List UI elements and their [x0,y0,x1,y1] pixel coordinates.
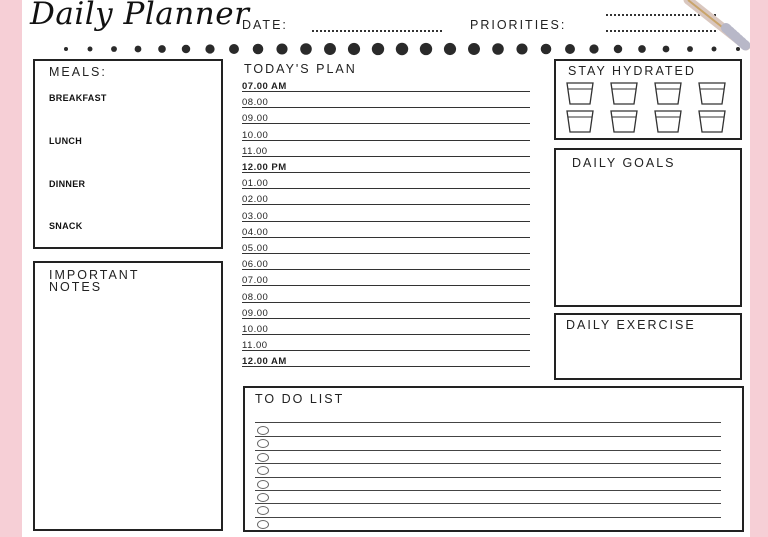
plan-hour-label: 07.00 AM [242,81,287,92]
plan-row-line [242,237,530,238]
divider-dot [348,43,360,55]
plan-row[interactable] [242,321,532,337]
plan-hour-label: 01.00 [242,178,269,190]
divider-dot [736,47,740,51]
water-glass-icon[interactable] [609,81,639,105]
divider-dot [663,46,670,53]
divider-dot [541,44,552,55]
plan-hour-label: 09.00 [242,113,269,125]
plan-row[interactable] [242,305,532,321]
todo-line [255,503,721,504]
meals-box [33,59,223,249]
meals-title: MEALS: [49,65,107,79]
plan-row[interactable] [242,208,532,224]
plan-row-line [242,366,530,367]
divider-dot [276,43,287,54]
plan-row-line [242,107,530,108]
plan-row-line [242,334,530,335]
todo-box [243,386,744,532]
plan-row[interactable] [242,256,532,272]
goals-title: DAILY GOALS [572,156,676,170]
plan-row[interactable] [242,224,532,240]
plan-row[interactable] [242,127,532,143]
date-field[interactable] [312,30,442,32]
plan-hour-label: 08.00 [242,291,269,303]
divider-dot [444,43,456,55]
plan-hour-label: 07.00 [242,275,269,287]
plan-hour-label: 08.00 [242,97,269,109]
divider-dot [205,44,214,53]
priorities-label: PRIORITIES: [470,18,567,32]
todo-checkbox[interactable] [257,426,269,435]
hydration-title: STAY HYDRATED [568,64,696,78]
divider-dot [468,43,480,55]
notes-title-line1: IMPORTANT [49,268,140,282]
meal-dinner: DINNER [49,179,86,189]
todo-checkbox[interactable] [257,520,269,529]
divider-dot [135,46,142,53]
todo-line [255,463,721,464]
plan-schedule [242,78,532,368]
water-glass-icon[interactable] [565,109,595,133]
water-glass-icon[interactable] [609,109,639,133]
water-glass-icon[interactable] [697,81,727,105]
plan-hour-label: 04.00 [242,226,269,238]
plan-row[interactable] [242,289,532,305]
divider-dot [300,43,312,55]
plan-row[interactable] [242,175,532,191]
divider-dot [88,47,93,52]
plan-row-line [242,221,530,222]
notes-title-line2: NOTES [49,280,103,294]
plan-row[interactable] [242,110,532,126]
divider-dot [324,43,336,55]
plan-hour-label: 05.00 [242,243,269,254]
todo-checkbox[interactable] [257,466,269,475]
plan-row[interactable] [242,272,532,288]
todo-checkbox[interactable] [257,493,269,502]
plan-hour-label: 10.00 [242,324,269,335]
plan-row[interactable] [242,191,532,207]
exercise-title: DAILY EXERCISE [566,318,696,332]
date-label: DATE: [242,18,288,32]
plan-hour-label: 06.00 [242,259,269,271]
divider-dot [687,46,693,52]
plan-row[interactable] [242,337,532,353]
divider-dot [372,43,384,55]
plan-row[interactable] [242,78,532,94]
plan-row[interactable] [242,143,532,159]
important-notes-box[interactable] [33,261,223,531]
plan-row[interactable] [242,240,532,256]
plan-row-line [242,156,530,157]
todo-line [255,517,721,518]
plan-hour-label: 11.00 [242,145,268,157]
divider-dot [589,44,598,53]
plan-row-line [242,140,530,141]
plan-row-line [242,172,530,173]
divider-dot [638,45,646,53]
meal-breakfast: BREAKFAST [49,93,107,103]
daily-goals-box[interactable] [554,148,742,307]
dot-divider [62,41,742,57]
divider-dot [253,44,264,55]
plan-hour-label: 03.00 [242,210,269,222]
divider-dot [712,47,717,52]
todo-checkbox[interactable] [257,439,269,448]
todo-checkbox[interactable] [257,453,269,462]
divider-dot [182,45,190,53]
plan-row-line [242,253,530,254]
plan-row[interactable] [242,159,532,175]
divider-dot [396,43,408,55]
planner-sheet [22,0,750,537]
plan-row[interactable] [242,94,532,110]
plan-hour-label: 09.00 [242,307,269,319]
meal-lunch: LUNCH [49,136,82,146]
divider-dot [158,45,166,53]
todo-checkbox[interactable] [257,480,269,489]
water-glass-icon[interactable] [565,81,595,105]
divider-dot [229,44,239,54]
divider-dot [565,44,575,54]
todo-checkbox[interactable] [257,506,269,515]
plan-title: TODAY'S PLAN [244,62,357,76]
todo-title: TO DO LIST [255,392,345,406]
divider-dot [64,47,68,51]
plan-hour-label: 11.00 [242,340,268,352]
plan-row-line [242,302,530,303]
plan-row[interactable] [242,353,532,369]
divider-dot [516,43,527,54]
plan-hour-label: 10.00 [242,129,269,141]
todo-line [255,450,721,451]
plan-hour-label: 12.00 PM [242,162,287,173]
page-title: Daily Planner [30,0,250,32]
plan-row-line [242,269,530,270]
plan-row-line [242,350,530,351]
plan-row-line [242,91,530,92]
divider-dot [492,43,504,55]
plan-row-line [242,318,530,319]
todo-line [255,490,721,491]
plan-row-line [242,204,530,205]
meal-snack: SNACK [49,221,83,231]
divider-dot [420,43,432,55]
plan-row-line [242,123,530,124]
water-glass-icon[interactable] [697,109,727,133]
water-glass-icon[interactable] [653,81,683,105]
plan-hour-label: 12.00 AM [242,356,287,368]
divider-dot [614,45,622,53]
water-glass-icon[interactable] [653,109,683,133]
daily-exercise-box[interactable] [554,313,742,380]
plan-row-line [242,285,530,286]
todo-line [255,436,721,437]
hydration-box [554,59,742,140]
plan-hour-label: 02.00 [242,194,269,206]
plan-row-line [242,188,530,189]
divider-dot [111,46,117,52]
todo-line [255,422,721,423]
todo-line [255,477,721,478]
